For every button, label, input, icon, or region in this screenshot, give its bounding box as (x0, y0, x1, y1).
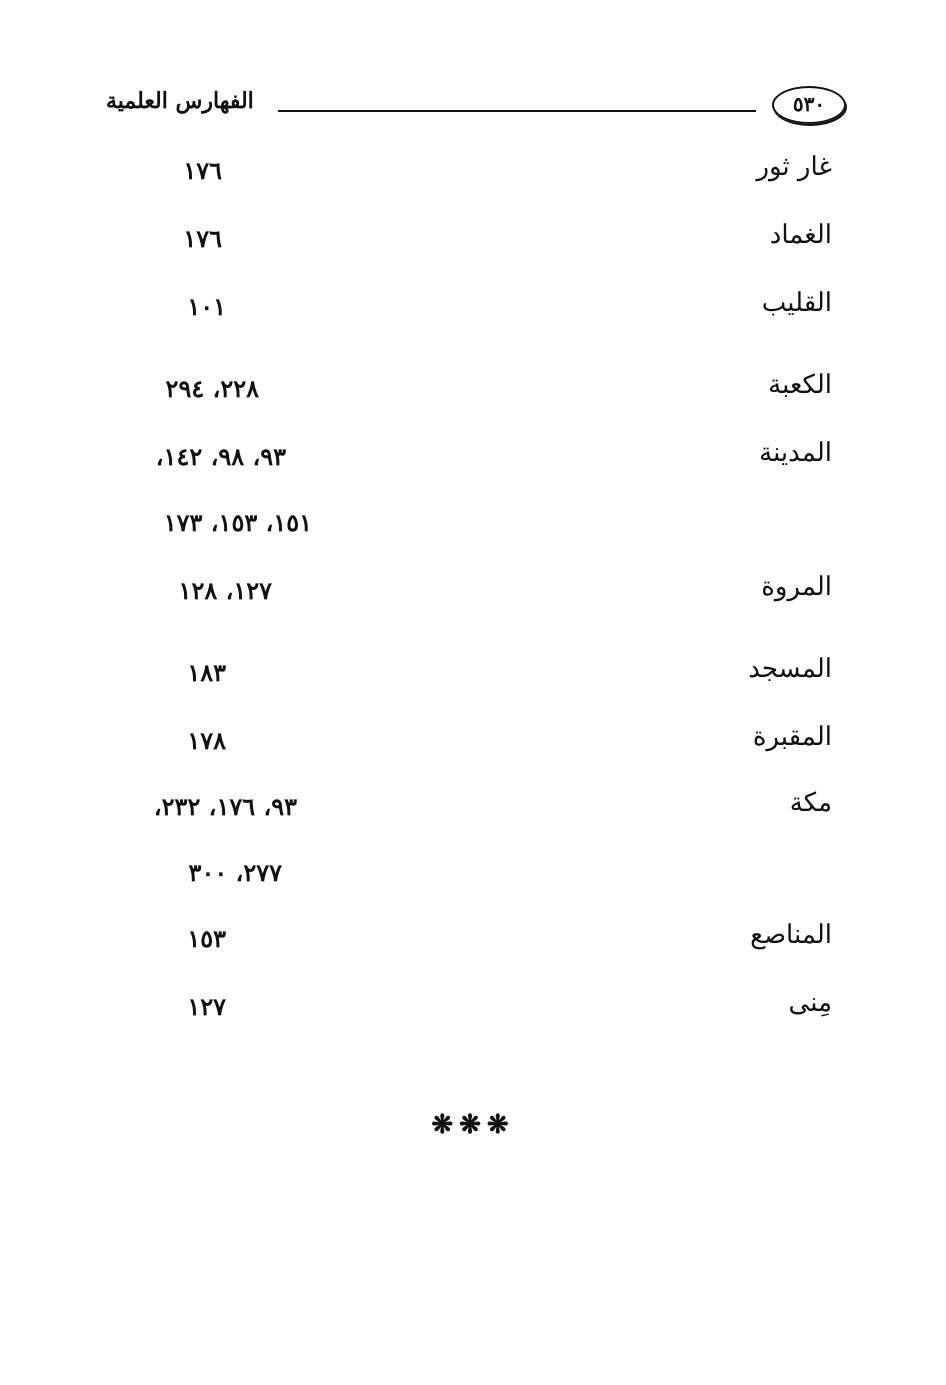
index-entry (100, 988, 832, 1028)
place-name: المناصع (750, 920, 832, 950)
place-name: القليب (761, 288, 832, 318)
running-title: الفهارس العلمية (106, 88, 254, 114)
page-header (100, 82, 848, 130)
page-number: ٥٣٠ (792, 92, 826, 116)
index-entry (100, 654, 832, 694)
page-refs: ١٠١ (187, 292, 226, 321)
index-entry-continuation (100, 854, 832, 894)
page-refs: ١٥٣ (187, 924, 226, 953)
place-name: المقبرة (752, 722, 832, 752)
page-refs: ١٧٦ (183, 224, 222, 253)
place-name: المسجد (748, 654, 832, 684)
page-refs: ٢٧٧، ٣٠٠ (188, 858, 282, 887)
index-entry (100, 288, 832, 328)
index-entry (100, 788, 832, 828)
page-number-badge (772, 86, 846, 124)
place-name: المدينة (759, 438, 832, 468)
index-entry (100, 438, 832, 478)
index-entry (100, 722, 832, 762)
page-refs: ١٧٨ (187, 726, 226, 755)
index-entry (100, 370, 832, 410)
page-refs: ٩٣، ١٧٦، ٢٣٢، (153, 792, 297, 821)
place-name: غار ثور (756, 152, 832, 182)
page-refs: ١٥١، ١٥٣، ١٧٣ (163, 508, 312, 537)
place-name: الكعبة (768, 370, 832, 400)
header-rule (278, 110, 756, 112)
index-entry (100, 572, 832, 612)
index-entry (100, 152, 832, 192)
page-refs: ٢٢٨، ٢٩٤ (165, 374, 259, 403)
index-entry (100, 920, 832, 960)
end-separator: ❋❋❋ (431, 1110, 515, 1140)
place-name: مِنى (788, 988, 832, 1018)
page-refs: ١٨٣ (187, 658, 226, 687)
place-name: المروة (761, 572, 832, 602)
index-entry (100, 220, 832, 260)
page-refs: ٩٣، ٩٨، ١٤٢، (155, 442, 286, 471)
page-refs: ١٢٧، ١٢٨ (178, 576, 272, 605)
place-name: الغماد (769, 220, 832, 250)
page-refs: ١٢٧ (187, 992, 226, 1021)
index-entry-continuation (100, 504, 832, 544)
place-name: مكة (789, 788, 832, 818)
page-refs: ١٧٦ (183, 156, 222, 185)
